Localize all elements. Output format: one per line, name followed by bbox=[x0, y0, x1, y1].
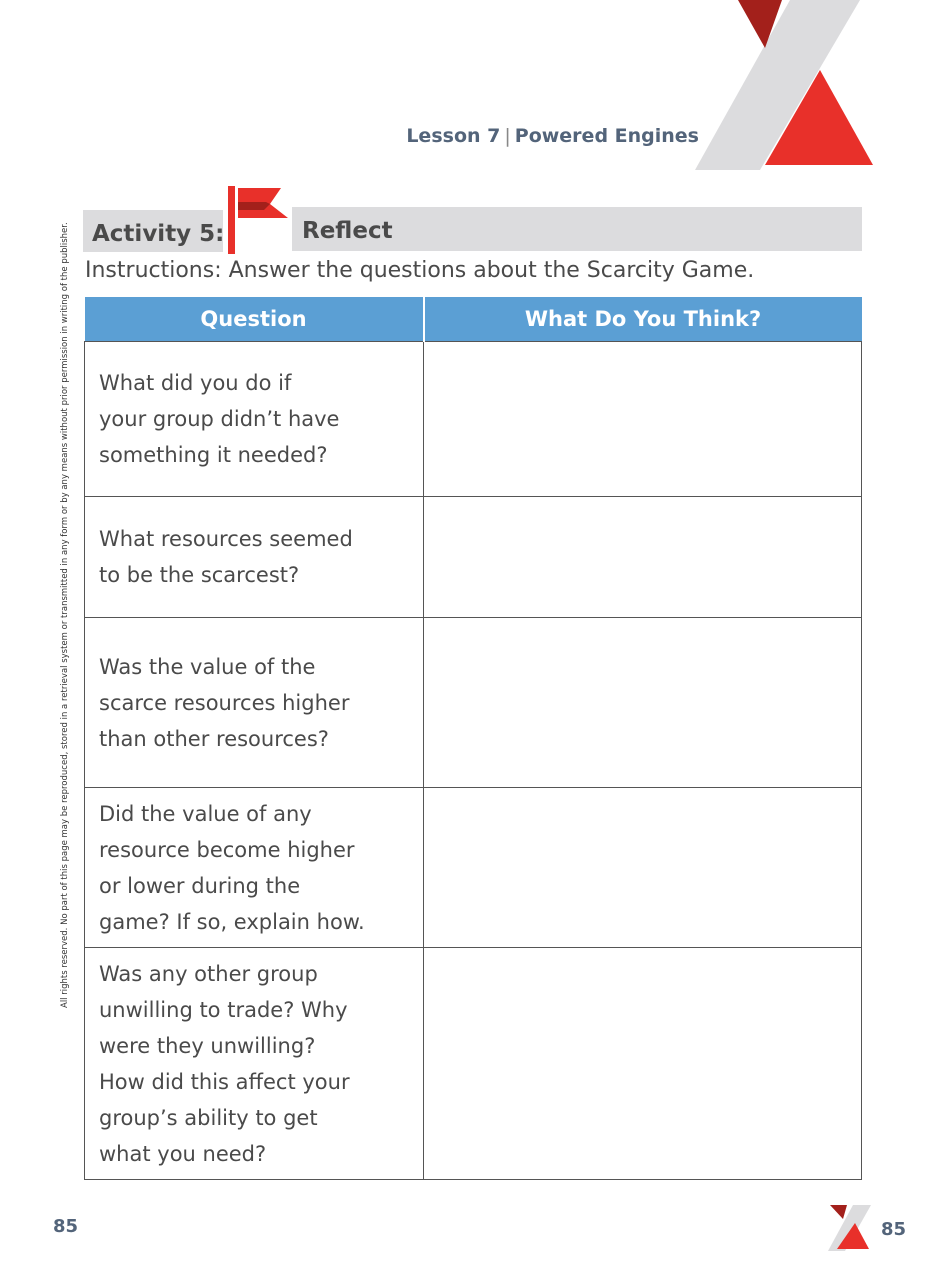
table-row bbox=[85, 342, 862, 497]
answer-cell[interactable] bbox=[424, 342, 862, 497]
question-cell: Did the value of any resource become higher or lower during the game? If so, explain how. bbox=[85, 788, 424, 948]
page-number-right: 85 bbox=[881, 1219, 907, 1240]
answer-cell[interactable] bbox=[424, 788, 862, 948]
activity-title: Reflect bbox=[302, 218, 393, 244]
lesson-header bbox=[406, 125, 699, 147]
table-header-row bbox=[85, 297, 862, 342]
table-row bbox=[85, 618, 862, 788]
question-cell: What resources seemed to be the scarcest? bbox=[85, 497, 424, 618]
activity-label: Activity 5: bbox=[92, 221, 225, 247]
x-logo-icon bbox=[827, 1205, 873, 1251]
question-cell: Was the value of the scarce resources higher than other resources? bbox=[85, 618, 424, 788]
reflection-table bbox=[84, 297, 862, 1180]
lesson-separator: | bbox=[504, 125, 511, 147]
instructions: Instructions: Answer the questions about the Scarcity Game. bbox=[85, 258, 755, 283]
answer-cell[interactable] bbox=[424, 948, 862, 1180]
page-number-left: 85 bbox=[53, 1216, 79, 1237]
column-header-question: Question bbox=[85, 297, 424, 342]
question-cell: What did you do if your group didn’t have something it needed? bbox=[85, 342, 424, 497]
answer-cell[interactable] bbox=[424, 497, 862, 618]
flag-icon bbox=[226, 184, 290, 256]
copyright-notice: All rights reserved. No part of this page may be reproduced, stored in a retrieval system or transmitted in any form or by any means without prior permission in writing of the publisher. bbox=[60, 222, 70, 1008]
corner-decoration bbox=[690, 0, 890, 170]
table-row bbox=[85, 948, 862, 1180]
lesson-number: Lesson 7 bbox=[406, 125, 501, 147]
table-row bbox=[85, 788, 862, 948]
question-cell: Was any other group unwilling to trade? Why were they unwilling? How did this affect your group’s ability to get what you need? bbox=[85, 948, 424, 1180]
lesson-title: Powered Engines bbox=[514, 125, 699, 147]
column-header-answer: What Do You Think? bbox=[424, 297, 862, 342]
answer-cell[interactable] bbox=[424, 618, 862, 788]
table-row bbox=[85, 497, 862, 618]
